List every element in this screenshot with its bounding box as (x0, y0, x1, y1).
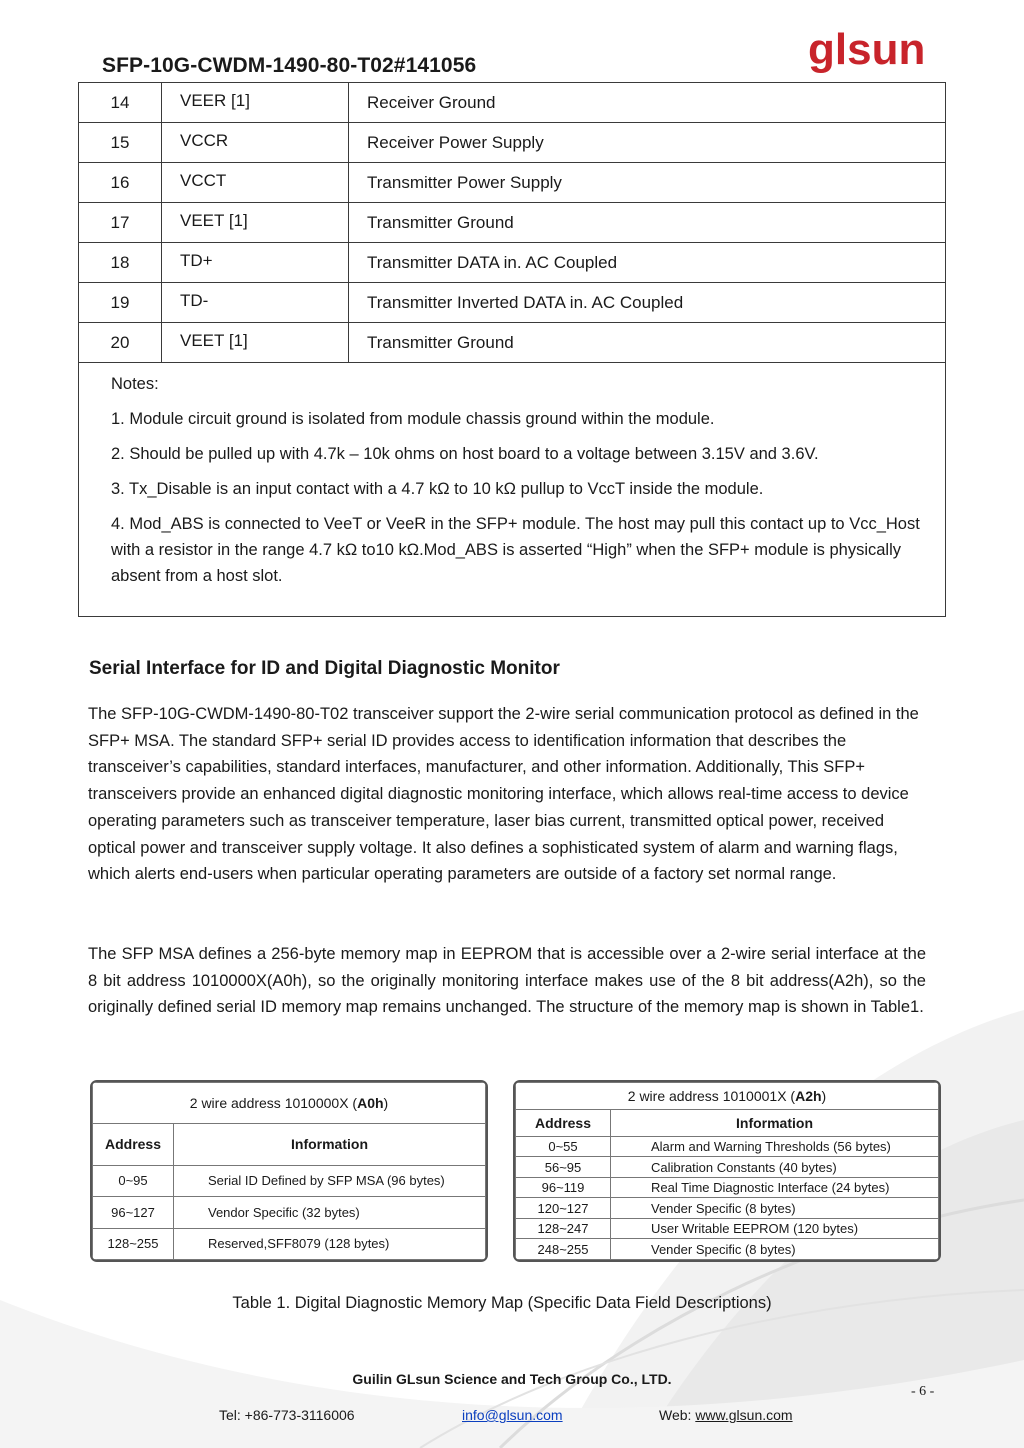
pin-name: VCCT (162, 163, 349, 203)
a2-memory-row (516, 1198, 939, 1219)
notes-heading: Notes: (111, 375, 159, 393)
pin-function: Receiver Ground (349, 83, 946, 123)
a0-memory-row (93, 1165, 486, 1196)
pin-row (79, 83, 946, 123)
paragraph-memory-map: The SFP MSA defines a 256-byte memory map in EEPROM that is accessible over a 2-wire serial interface at the 8 bit address 1010000X(A0h), so the originally monitoring interface makes use of the 8 bit address(A2h), so the originally defined serial ID memory map remains unchanged. The structure of the memory map is shown in Table1. (88, 945, 926, 1017)
pin-name: VCCR (162, 123, 349, 163)
pin-function: Transmitter DATA in. AC Coupled (349, 243, 946, 283)
pin-number: 14 (79, 83, 162, 123)
a2-address-cell: 0~55 (516, 1136, 611, 1157)
footer-company: Guilin GLsun Science and Tech Group Co., LTD. (352, 1371, 672, 1387)
a2-address-header: Address (516, 1109, 611, 1136)
note-item-4: 4. Mod_ABS is connected to VeeT or VeeR in the SFP+ module. The host may pull this contact up to Vcc_Host with a resistor in the range 4.7 kΩ to10 kΩ.Mod_ABS is asserted “High” when the SFP+ module is physically absent from a host slot. (111, 515, 920, 585)
pin-function: Transmitter Inverted DATA in. AC Coupled (349, 283, 946, 323)
a0-information-cell: Vendor Specific (32 bytes) (174, 1197, 486, 1228)
pin-function: Receiver Power Supply (349, 123, 946, 163)
page-number: - 6 - (911, 1384, 935, 1399)
pin-row (79, 203, 946, 243)
a2-information-cell: Vender Specific (8 bytes) (611, 1239, 939, 1260)
footer-web-link[interactable]: www.glsun.com (695, 1407, 793, 1423)
pin-function: Transmitter Ground (349, 203, 946, 243)
a0-address-cell: 96~127 (93, 1197, 174, 1228)
a2-address-cell: 96~119 (516, 1177, 611, 1198)
a2-information-cell: Calibration Constants (40 bytes) (611, 1157, 939, 1178)
a0-table-title: 2 wire address 1010000X (A0h) (93, 1083, 486, 1124)
pin-name: VEET [1] (162, 323, 349, 363)
glsun-logo (806, 30, 936, 82)
a2-information-cell: Alarm and Warning Thresholds (56 bytes) (611, 1136, 939, 1157)
pin-name: TD+ (162, 243, 349, 283)
pin-function: Transmitter Ground (349, 323, 946, 363)
a0-information-cell: Reserved,SFF8079 (128 bytes) (174, 1228, 486, 1259)
a0-memory-row (93, 1228, 486, 1259)
section-heading: Serial Interface for ID and Digital Diagnostic Monitor (89, 658, 560, 679)
a2-information-cell: User Writable EEPROM (120 bytes) (611, 1218, 939, 1239)
a2-address-cell: 120~127 (516, 1198, 611, 1219)
a0-information-cell: Serial ID Defined by SFP MSA (96 bytes) (174, 1165, 486, 1196)
a2-memory-row (516, 1136, 939, 1157)
pin-row (79, 163, 946, 203)
footer-web-label: Web: (659, 1407, 696, 1423)
footer-email-link[interactable]: info@glsun.com (462, 1407, 563, 1423)
a0-address-cell: 128~255 (93, 1228, 174, 1259)
a2-table-title: 2 wire address 1010001X (A2h) (516, 1083, 939, 1110)
pin-name: VEET [1] (162, 203, 349, 243)
pin-row (79, 243, 946, 283)
pin-number: 20 (79, 323, 162, 363)
a0-address-header: Address (93, 1124, 174, 1165)
a2-address-cell: 56~95 (516, 1157, 611, 1178)
table-caption: Table 1. Digital Diagnostic Memory Map (Specific Data Field Descriptions) (232, 1294, 772, 1312)
a0-memory-row (93, 1197, 486, 1228)
a2-memory-row (516, 1239, 939, 1260)
a2-memory-row (516, 1177, 939, 1198)
note-item-3: 3. Tx_Disable is an input contact with a 4.7 kΩ to 10 kΩ pullup to VccT inside the module. (111, 480, 764, 498)
notes-box (78, 361, 946, 617)
a0-information-header: Information (174, 1124, 486, 1165)
a2-memory-row (516, 1218, 939, 1239)
pin-function: Transmitter Power Supply (349, 163, 946, 203)
a2-information-header: Information (611, 1109, 939, 1136)
pin-number: 15 (79, 123, 162, 163)
pin-number: 18 (79, 243, 162, 283)
pin-number: 19 (79, 283, 162, 323)
a2-address-cell: 248~255 (516, 1239, 611, 1260)
svg-text:glsun: glsun (808, 30, 926, 74)
a2-information-cell: Vender Specific (8 bytes) (611, 1198, 939, 1219)
note-item-1: 1. Module circuit ground is isolated from module chassis ground within the module. (111, 410, 715, 428)
note-item-2: 2. Should be pulled up with 4.7k – 10k ohms on host board to a voltage between 3.15V and 3.6V. (111, 445, 819, 463)
a2-information-cell: Real Time Diagnostic Interface (24 bytes) (611, 1177, 939, 1198)
a2-address-cell: 128~247 (516, 1218, 611, 1239)
memory-map-a2-table (513, 1080, 941, 1262)
pin-number: 17 (79, 203, 162, 243)
pin-row (79, 123, 946, 163)
a2-memory-row (516, 1157, 939, 1178)
paragraph-serial-interface: The SFP-10G-CWDM-1490-80-T02 transceiver support the 2-wire serial communication protocol as defined in the SFP+ MSA. The standard SFP+ serial ID provides access to identification information that describes the transceiver’s capabilities, standard interfaces, manufacturer, and other information. Additionally, This SFP+ transceivers provide an enhanced digital diagnostic monitoring interface, which allows real-time access to device operating parameters such as transceiver temperature, laser bias current, transmitted optical power, received optical power and transceiver supply voltage. It also defines a sophisticated system of alarm and warning flags, which alerts end-users when particular operating parameters are outside of a factory set normal range. (88, 705, 919, 884)
memory-map-a0-table (90, 1080, 488, 1262)
a0-address-cell: 0~95 (93, 1165, 174, 1196)
footer-web (659, 1407, 793, 1423)
footer-telephone: Tel: +86-773-3116006 (219, 1407, 355, 1423)
document-title: SFP-10G-CWDM-1490-80-T02#141056 (102, 54, 477, 77)
pin-row (79, 323, 946, 363)
pin-name: TD- (162, 283, 349, 323)
pin-row (79, 283, 946, 323)
pin-name: VEER [1] (162, 83, 349, 123)
pin-definition-table (78, 82, 946, 363)
pin-number: 16 (79, 163, 162, 203)
